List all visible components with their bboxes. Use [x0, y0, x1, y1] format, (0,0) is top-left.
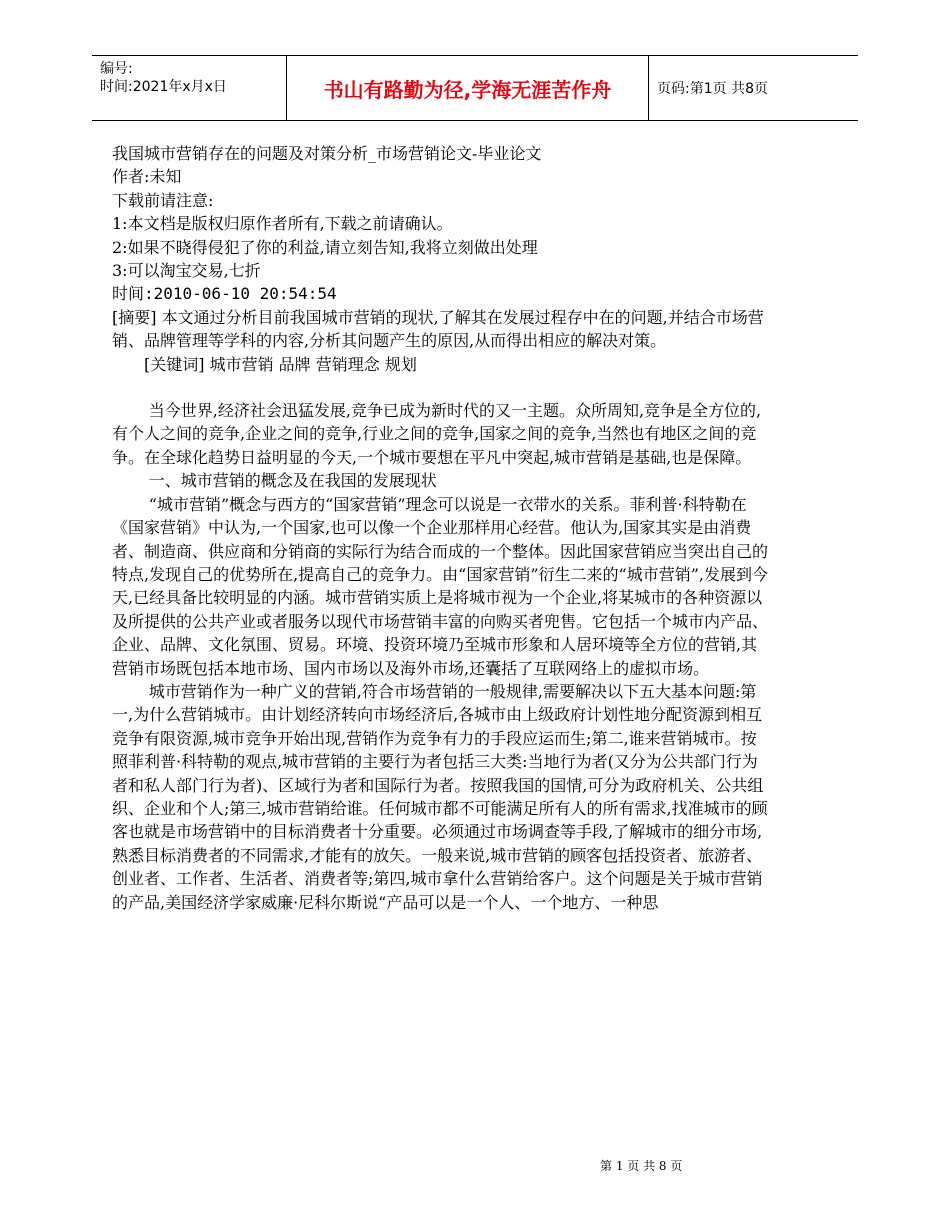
header-number: 编号:	[100, 61, 133, 77]
abstract: [摘要] 本文通过分析目前我国城市营销的现状,了解其在发展过程存中在的问题,并结合市场营销、品牌管理等学科的内容,分析其问题产生的原因,从而得出相应的解决对策。	[112, 307, 764, 351]
header-time: 时间:2021年x月x日	[100, 79, 227, 95]
doc-author: 作者:未知	[112, 167, 182, 187]
keywords: [关键词] 城市营销 品牌 营销理念 规划	[144, 354, 417, 374]
header-motto: 书山有路勤为径,学海无涯苦作舟	[286, 56, 649, 120]
paragraph-2: “城市营销”概念与西方的“国家营销”理念可以说是一衣带水的关系。菲利普·科特勒在《国家营销》中认为,一个国家,也可以像一个企业那样用心经营。他认为,国家其实是由消费者、制造商、供应商和分销商的实际行为结合而成的一个整体。因此国家营销应当突出自己的特点,发现自己的优势所在,提高自己的竞争力。由“国家营销”衍生二来的“城市营销”,发展到今天,已经具备比较明显的内涵。城市营销实质上是将城市视为一个企业,将某城市的各种资源以及所提供的公共产业或者服务以现代市场营销丰富的向购买者兜售。它包括一个城市内产品、企业、品牌、文化氛围、贸易。环境、投资环境乃至城市形象和人居环境等全方位的营销,其营销市场既包括本地市场、国内市场以及海外市场,还囊括了互联网络上的虚拟市场。	[112, 494, 769, 678]
doc-timestamp: 时间:2010-06-10 20:54:54	[112, 284, 337, 304]
notice-item-2: 2:如果不晓得侵犯了你的利益,请立刻告知,我将立刻做出处理	[112, 237, 538, 257]
spacer	[112, 376, 768, 399]
section-heading-1: 一、城市营销的概念及在我国的发展现状	[148, 471, 437, 491]
paragraph-3: 城市营销作为一种广义的营销,符合市场营销的一般规律,需要解决以下五大基本问题:第一,为什么营销城市。由计划经济转向市场经济后,各城市由上级政府计划性地分配资源到相互竞争有限资源,城市竞争开始出现,营销作为竞争有力的手段应运而生;第二,谁来营销城市。按照菲利普·科特勒的观点,城市营销的主要行为者包括三大类:当地行为者(又分为公共部门行为者和私人部门行为者)、区域行为者和国际行为者。按照我国的国情,可分为政府机关、公共组织、企业和个人;第三,城市营销给谁。任何城市都不可能满足所有人的所有需求,找准城市的顾客也就是市场营销中的目标消费者十分重要。必须通过市场调查等手段,了解城市的细分市场,熟悉目标消费者的不同需求,才能有的放矢。一般来说,城市营销的顾客包括投资者、旅游者、创业者、工作者、生活者、消费者等;第四,城市拿什么营销给客户。这个问题是关于城市营销的产品,美国经济学家威廉·尼科尔斯说“产品可以是一个人、一个地方、一种思	[112, 681, 768, 912]
document-body	[112, 142, 768, 914]
notice-item-3: 3:可以淘宝交易,七折	[112, 261, 261, 281]
footer-page-number: 第 1 页 共 8 页	[600, 1159, 683, 1173]
page-header	[92, 55, 858, 121]
header-page-number: 页码:第1页 共8页	[657, 81, 768, 97]
notice-item-1: 1:本文档是版权归原作者所有,下载之前请确认。	[112, 214, 453, 234]
notice-heading: 下载前请注意:	[112, 190, 214, 210]
header-meta	[92, 56, 286, 120]
doc-title: 我国城市营销存在的问题及对策分析_市场营销论文-毕业论文	[112, 144, 542, 163]
paragraph-1: 当今世界,经济社会迅猛发展,竞争已成为新时代的又一主题。众所周知,竞争是全方位的,有个人之间的竞争,企业之间的竞争,行业之间的竞争,国家之间的竞争,当然也有地区之间的竞争。在全球化趋势日益明显的今天,一个城市要想在平凡中突起,城市营销是基础,也是保障。	[112, 401, 762, 467]
